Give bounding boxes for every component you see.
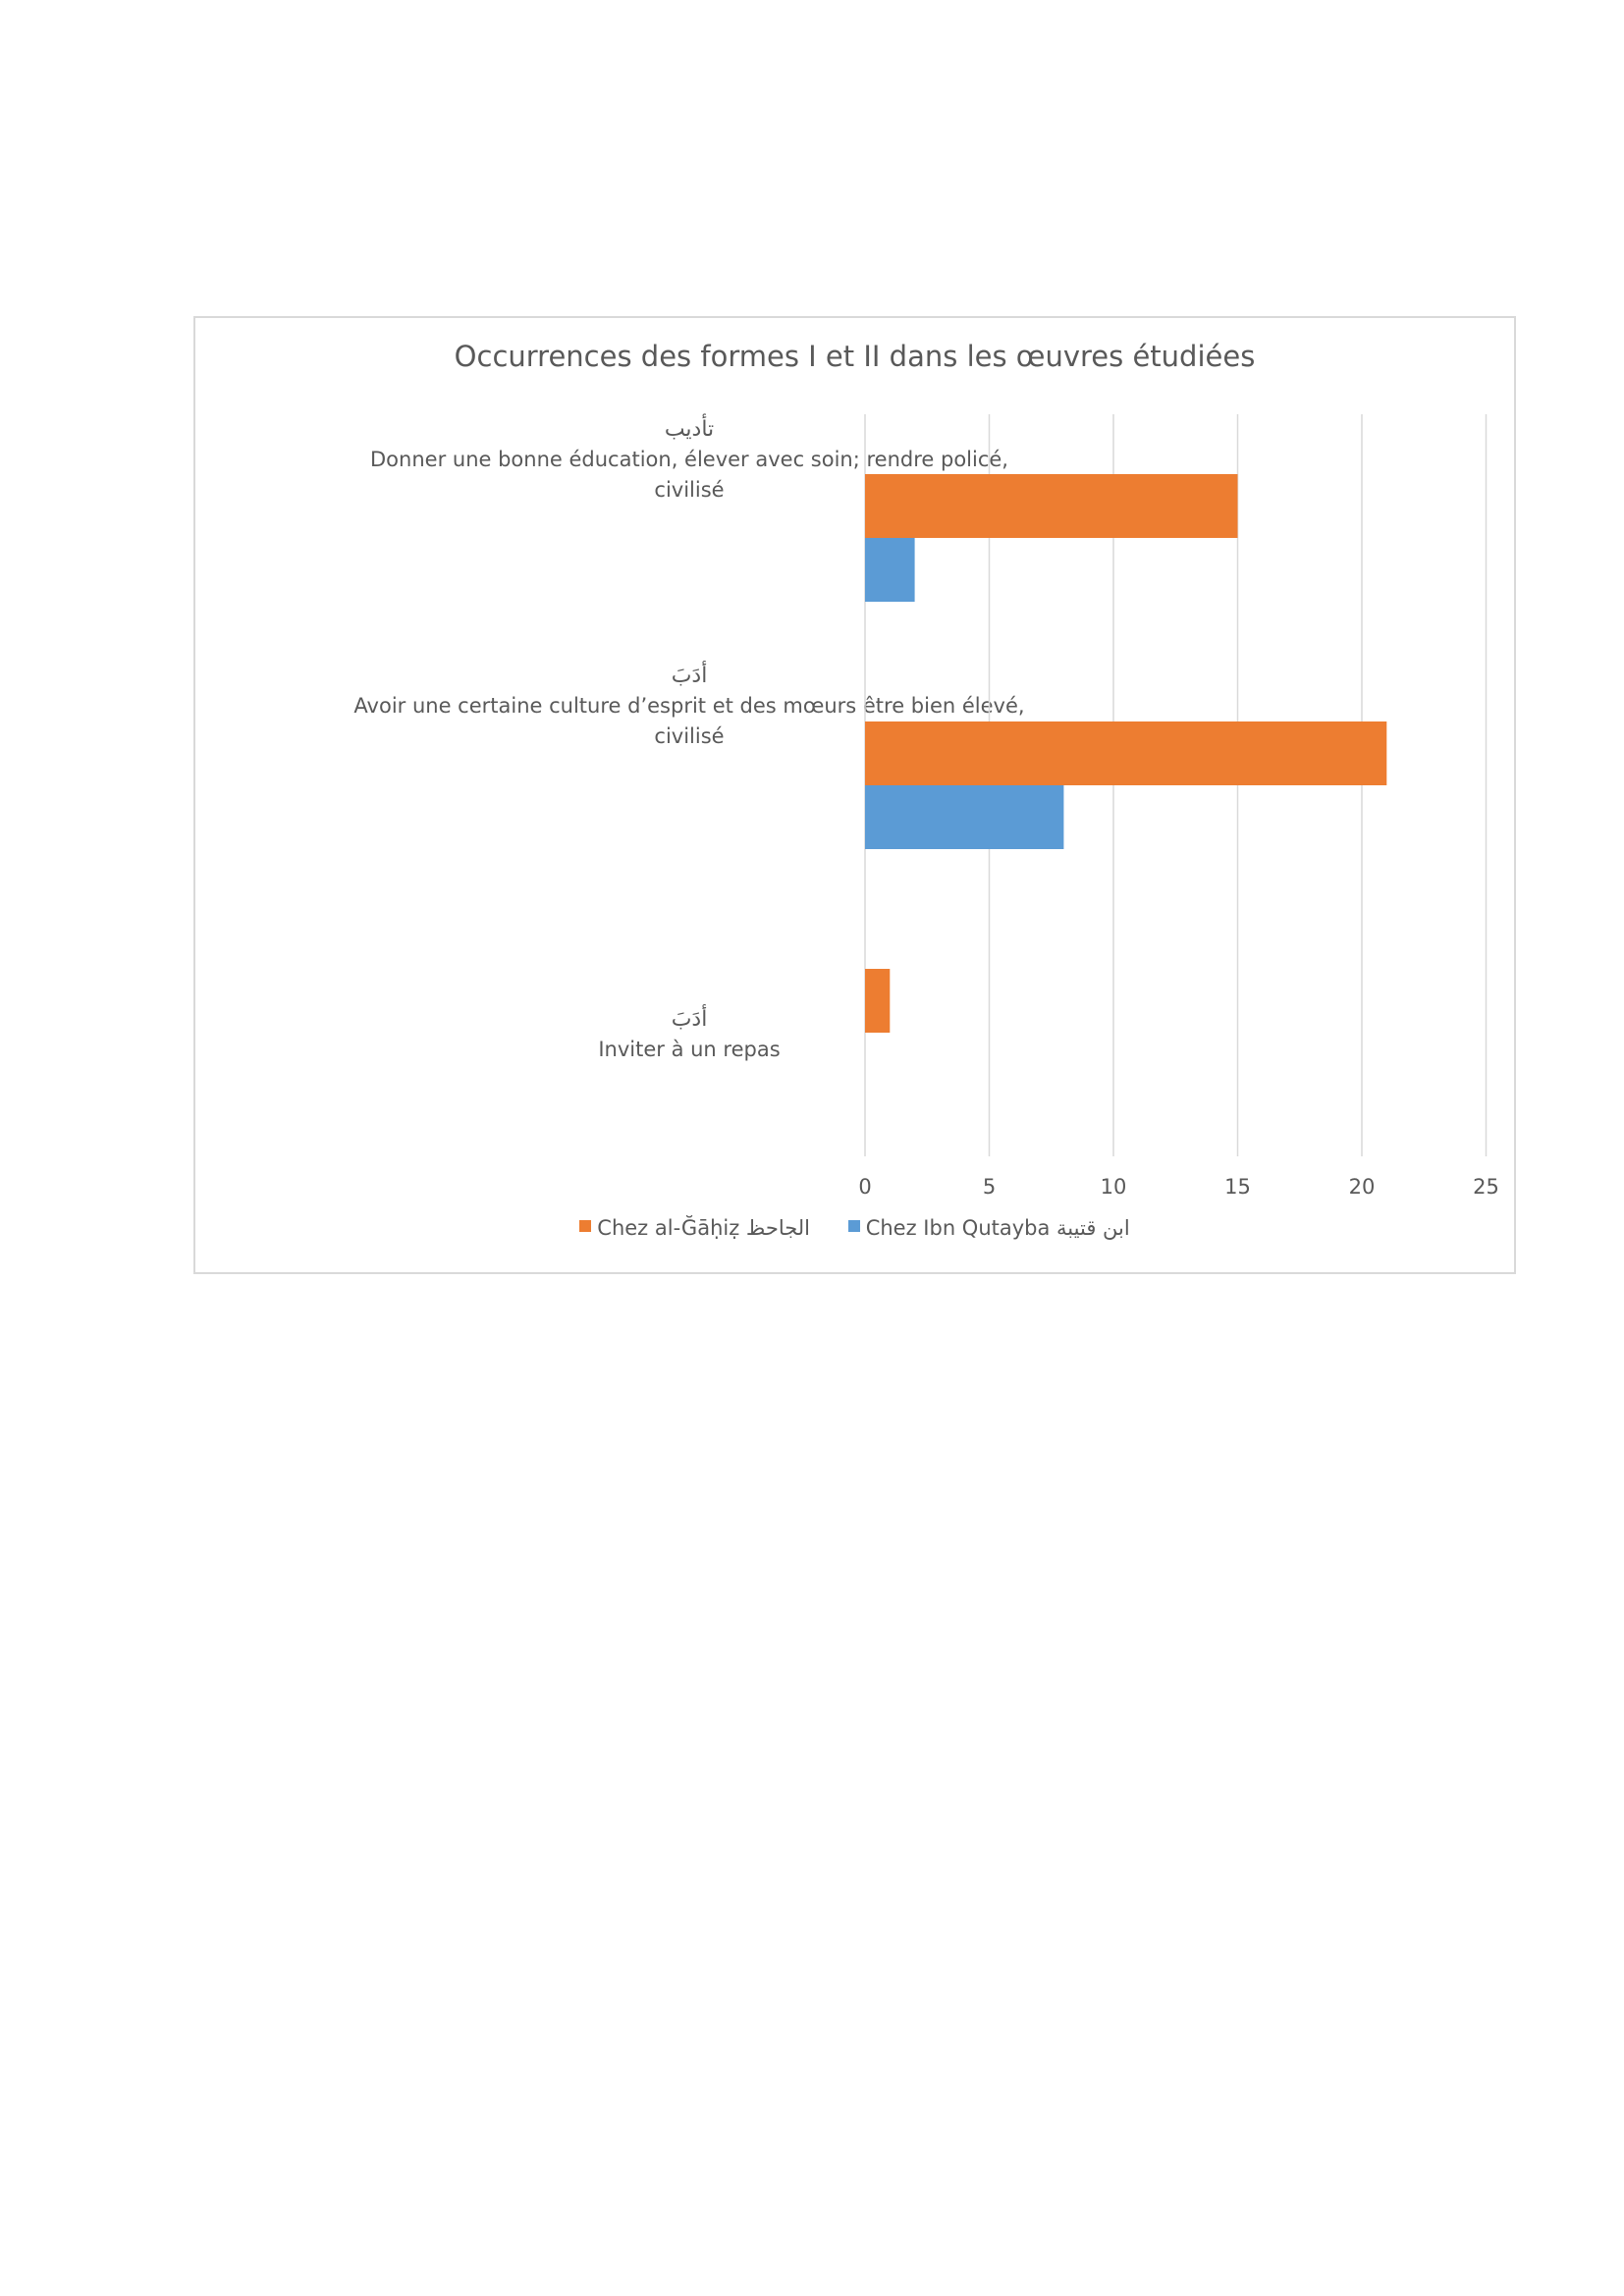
chart-frame [193, 316, 1516, 1274]
x-tick-label-10: 10 [1100, 1175, 1127, 1199]
x-tick-label-5: 5 [982, 1175, 997, 1199]
x-tick-label-20: 20 [1348, 1175, 1376, 1199]
bar-series2-category1 [865, 538, 915, 602]
legend-item-al-jahiz [579, 1215, 810, 1240]
category-label-1-arabic: تأديب [664, 417, 715, 442]
x-tick-label-25: 25 [1473, 1175, 1499, 1199]
chart-title: Occurrences des formes I et II dans les œuvres étudiées [454, 340, 1256, 373]
legend-swatch-al-jahiz [579, 1220, 591, 1232]
category-label-2-french: Avoir une certaine culture d’esprit et des mœurs être bien élevé, civilisé [353, 694, 1025, 748]
x-tick-label-0: 0 [858, 1175, 872, 1199]
category-label-3-arabic: أدَبَ [671, 1007, 708, 1032]
legend [195, 1215, 1514, 1240]
legend-swatch-ibn-qutayba [848, 1220, 860, 1232]
bar-series1-category3 [865, 969, 890, 1033]
plot-area [195, 318, 1514, 1201]
category-label-3-french: Inviter à un repas [598, 1038, 781, 1061]
bar-series1-category1 [865, 474, 1238, 538]
legend-item-ibn-qutayba [848, 1215, 1130, 1240]
category-label-1-french: Donner une bonne éducation, élever avec soin; rendre policé, civilisé [370, 448, 1008, 502]
category-label-2-arabic: أدَبَ [671, 664, 708, 688]
bar-series2-category2 [865, 785, 1063, 849]
legend-label-al-jahiz: Chez al-Ğāḥiẓ الجاحظ [597, 1216, 811, 1240]
bar-series1-category2 [865, 721, 1386, 785]
x-tick-label-15: 15 [1224, 1175, 1251, 1199]
legend-label-ibn-qutayba: Chez Ibn Qutayba ابن قتيبة [865, 1216, 1130, 1240]
